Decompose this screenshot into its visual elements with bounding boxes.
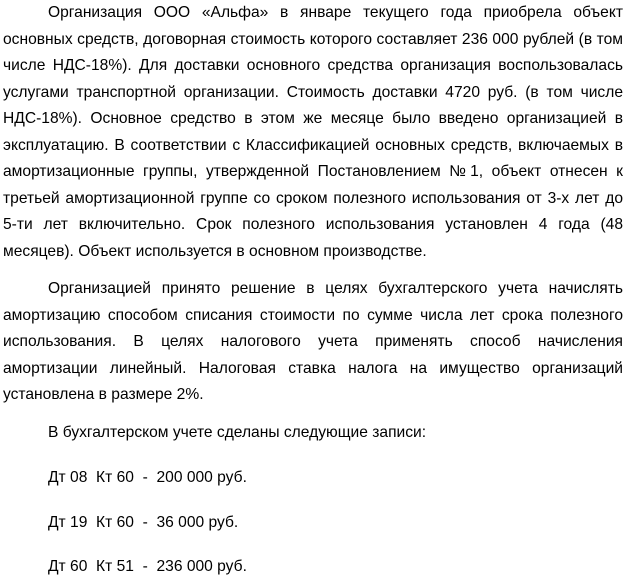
document-body: [3, 0, 623, 581]
accounting-entry: Дт 60 Кт 51 - 236 000 руб.: [48, 558, 247, 575]
paragraph-acquisition: Организация ООО «Альфа» в январе текущего года приобрела объект основных средств, договорная стоимость которого составляет 236 000 рублей (в том числе НДС-18%). Для доставки основного средства организация воспользовалась услугами транспортной организации. Стоимость доставки 4720 руб. (в том числе НДС-18%). Основное средство в этом же месяце было введено организацией в эксплуатацию. В соответствии с Классификацией основных средств, включаемых в амортизационные группы, утвержденной Постановлением №1, объект отнесен к третьей амортизационной группе со сроком полезного использования от 3-х лет до 5-ти лет включительно. Срок полезного использования установлен 4 года (48 месяцев). Объект используется в основном производстве.: [3, 4, 623, 260]
accounting-entry: Дт 08 Кт 60 - 200 000 руб.: [48, 469, 247, 486]
paragraph-entries-intro: В бухгалтерском учете сделаны следующие записи:: [48, 423, 427, 441]
accounting-entry: Дт 19 Кт 60 - 36 000 руб.: [48, 513, 239, 531]
paragraph-depreciation-policy: Организацией принято решение в целях бухгалтерского учета начислять амортизацию способом списания стоимости по сумме числа лет срока полезного использования. В целях налогового учета применять способ начисления амортизации линейный. Налоговая ставка налога на имущество организаций установлена в размере 2%.: [3, 280, 623, 403]
